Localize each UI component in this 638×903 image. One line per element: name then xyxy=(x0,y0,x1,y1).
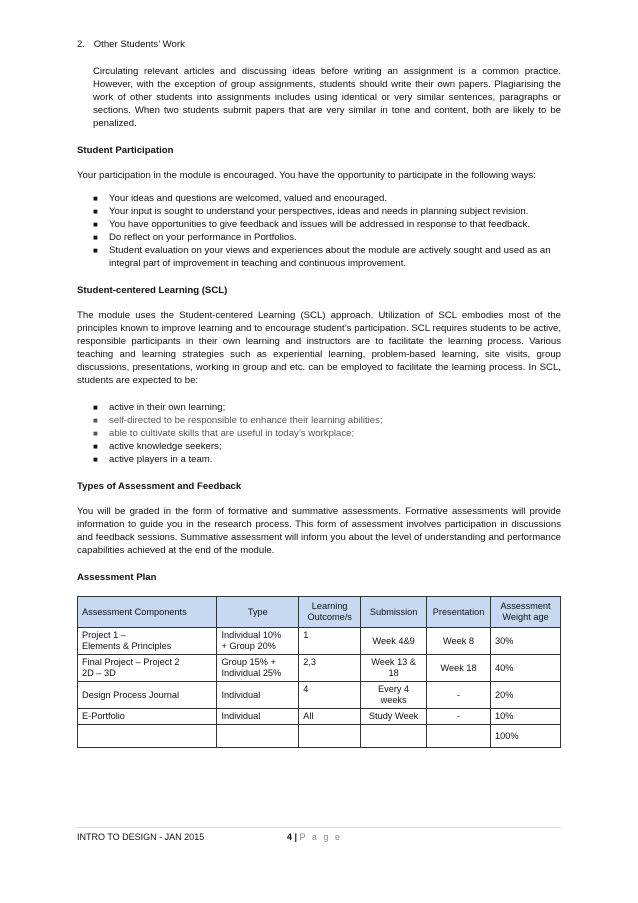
bullet-icon: ■ xyxy=(93,429,98,438)
table-cell: Week 8 xyxy=(427,628,491,655)
table-cell: E-Portfolio xyxy=(78,709,217,725)
column-header: Presentation xyxy=(427,597,491,628)
table-header-row xyxy=(78,597,561,628)
assessment-types-heading: Types of Assessment and Feedback xyxy=(77,481,242,492)
page-footer xyxy=(77,827,561,842)
footer-page-number xyxy=(287,832,342,842)
table-cell: Week 4&9 xyxy=(361,628,427,655)
document-page xyxy=(77,38,561,748)
table-cell: 1 xyxy=(299,628,361,655)
bullet-icon: ■ xyxy=(93,233,98,242)
table-cell: All xyxy=(299,709,361,725)
scl-list xyxy=(77,401,561,466)
bullet-icon: ■ xyxy=(93,455,98,464)
list-item: ■ self-directed to be responsible to enhance their learning abilities; xyxy=(93,415,383,426)
table-cell: - xyxy=(427,709,491,725)
list-item: ■ Your ideas and questions are welcomed, valued and encouraged. xyxy=(93,193,388,204)
list-item: ■ You have opportunities to give feedback and issues will be addressed in response to that feedback. xyxy=(93,219,530,230)
table-row xyxy=(78,628,561,655)
table-cell: 40% xyxy=(491,655,561,682)
table-cell: Final Project – Project 2 2D – 3D xyxy=(78,655,217,682)
column-header: Assessment Components xyxy=(78,597,217,628)
table-cell: Study Week xyxy=(361,709,427,725)
bullet-icon: ■ xyxy=(93,403,98,412)
table-cell: 20% xyxy=(491,682,561,709)
assessment-plan-table xyxy=(77,596,561,748)
column-header: Submission xyxy=(361,597,427,628)
table-cell: Week 18 xyxy=(427,655,491,682)
column-header: Assessment Weight age xyxy=(491,597,561,628)
bullet-icon: ■ xyxy=(93,220,98,229)
table-cell: Week 13 & 18 xyxy=(361,655,427,682)
footer-course: INTRO TO DESIGN - JAN 2015 xyxy=(77,832,205,842)
table-cell: Group 15% + Individual 25% xyxy=(217,655,299,682)
bullet-icon: ■ xyxy=(93,194,98,203)
table-cell: Individual xyxy=(217,682,299,709)
table-cell: Every 4 weeks xyxy=(361,682,427,709)
assessment-types-paragraph: You will be graded in the form of formative and summative assessments. Formative assessments will provide information to guide you in the research process. This form of assessment involves participation in discussions and feedback sessions. Summative assessment will inform you about the level of understanding and performance capabilities achieved at the end of the module. xyxy=(77,506,561,556)
table-cell xyxy=(361,725,427,748)
section-title-text: Other Students’ Work xyxy=(93,39,185,50)
scl-heading: Student-centered Learning (SCL) xyxy=(77,285,228,296)
table-cell: 10% xyxy=(491,709,561,725)
table-cell: Project 1 – Elements & Principles xyxy=(78,628,217,655)
table-cell: 30% xyxy=(491,628,561,655)
table-cell: 2,3 xyxy=(299,655,361,682)
list-item: ■ active players in a team. xyxy=(93,454,213,465)
bullet-icon: ■ xyxy=(93,442,98,451)
page-word: P a g e xyxy=(299,832,342,842)
list-item: ■ active in their own learning; xyxy=(93,402,226,413)
column-header: Learning Outcome/s xyxy=(299,597,361,628)
column-header: Type xyxy=(217,597,299,628)
list-item: ■ Do reflect on your performance in Portfolios. xyxy=(93,232,297,243)
section-number: 2. xyxy=(77,39,86,50)
total-weight: 100% xyxy=(491,725,561,748)
section-title xyxy=(77,38,561,51)
bullet-icon: ■ xyxy=(93,207,98,216)
participation-list xyxy=(77,192,561,270)
list-item: ■ Your input is sought to understand your perspectives, ideas and needs in planning subject revision. xyxy=(93,206,529,217)
assessment-plan-heading: Assessment Plan xyxy=(77,572,157,583)
table-cell xyxy=(427,725,491,748)
table-cell: 4 xyxy=(299,682,361,709)
scl-paragraph: The module uses the Student-centered Learning (SCL) approach. Utilization of SCL embodies most of the principles known to improve learning and to encourage student’s participation. SCL requires students to be active, responsible participants in their own learning and instructors are to facilitate the learning process. Various teaching and learning strategies such as experiential learning, problem-based learning, site visits, group discussions, presentations, working in group and etc. can be employed to facilitate the learning process. In SCL, students are expected to be: xyxy=(77,310,561,386)
table-cell xyxy=(299,725,361,748)
table-cell xyxy=(217,725,299,748)
list-item: ■ able to cultivate skills that are useful in today’s workplace; xyxy=(93,428,355,439)
participation-heading: Student Participation xyxy=(77,145,174,156)
table-cell: - xyxy=(427,682,491,709)
table-cell xyxy=(78,725,217,748)
table-row xyxy=(78,682,561,709)
bullet-icon: ■ xyxy=(93,416,98,425)
table-cell: Individual 10% + Group 20% xyxy=(217,628,299,655)
participation-intro: Your participation in the module is encouraged. You have the opportunity to participate in the following ways: xyxy=(77,170,536,181)
other-students-paragraph: Circulating relevant articles and discussing ideas before writing an assignment is a common practice. However, with the exception of group assignments, students should write their own papers. Plagiarising the work of other students into assignments includes using identical or very similar sentences, paragraphs or sections. When two students submit papers that are very similar in tone and content, both are likely to be penalized. xyxy=(93,66,561,129)
table-cell: Individual xyxy=(217,709,299,725)
table-cell: Design Process Journal xyxy=(78,682,217,709)
table-row xyxy=(78,655,561,682)
table-total-row xyxy=(78,725,561,748)
list-item: ■ active knowledge seekers; xyxy=(93,441,222,452)
bullet-icon: ■ xyxy=(93,246,98,255)
page-number: 4 | xyxy=(287,832,298,842)
table-row xyxy=(78,709,561,725)
list-item: ■ Student evaluation on your views and experiences about the module are actively sought and used as an integral part of improvement in teaching and continuous improvement. xyxy=(93,245,551,269)
